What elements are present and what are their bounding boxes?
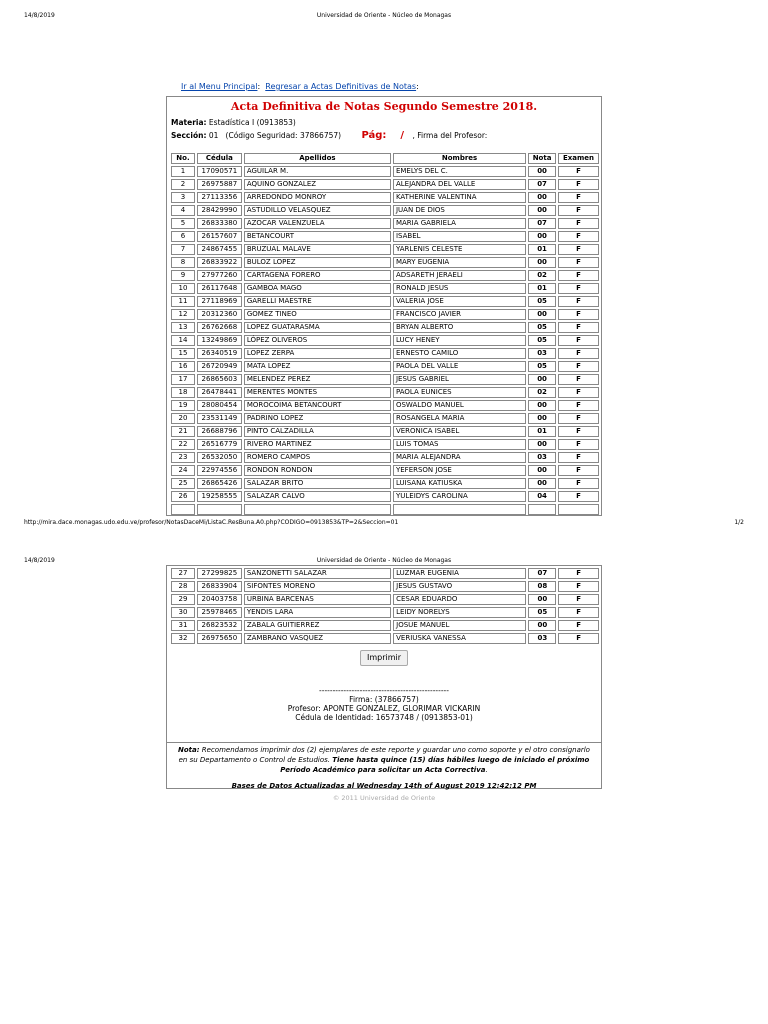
- cell-nota: 01: [528, 283, 556, 294]
- cell-examen: F: [558, 620, 599, 631]
- table-header-row: [171, 153, 599, 164]
- cell-no: 26: [171, 491, 195, 502]
- cell-apellidos: GAMBOA MAGO: [244, 283, 391, 294]
- table-row: [171, 620, 599, 631]
- cell-examen: F: [558, 581, 599, 592]
- cell-apellidos: PINTO CALZADILLA: [244, 426, 391, 437]
- table-row: [171, 413, 599, 424]
- table-row: [171, 296, 599, 307]
- table-row: [171, 231, 599, 242]
- signature-firma: Firma: (37866757): [349, 695, 419, 704]
- cell-examen: F: [558, 633, 599, 644]
- cell-nombres: KATHERINE VALENTINA: [393, 192, 526, 203]
- cell-examen: F: [558, 478, 599, 489]
- cell-apellidos: ZABALA GUITIERREZ: [244, 620, 391, 631]
- cell-nota: 03: [528, 452, 556, 463]
- cell-nombres: ROSANGELA MARIA: [393, 413, 526, 424]
- cell-apellidos: SALAZAR BRITO: [244, 478, 391, 489]
- col-nombres: Nombres: [393, 153, 526, 164]
- cell-nombres: LEIDY NORELYS: [393, 607, 526, 618]
- table-row: [171, 400, 599, 411]
- cell-no: 29: [171, 594, 195, 605]
- cell-nota: 03: [528, 348, 556, 359]
- cell-cedula: 26865426: [197, 478, 242, 489]
- cell-nombres: ALEJANDRA DEL VALLE: [393, 179, 526, 190]
- cell-cedula: 26478441: [197, 387, 242, 398]
- cell-apellidos: LÓPEZ OLIVEROS: [244, 335, 391, 346]
- cell-examen: F: [558, 166, 599, 177]
- cell-nombres: VALERIA JOSE: [393, 296, 526, 307]
- table-row: [171, 335, 599, 346]
- cell-nombres: VERONICA ISABEL: [393, 426, 526, 437]
- cell-no: 24: [171, 465, 195, 476]
- cell-apellidos: MELENDEZ PEREZ: [244, 374, 391, 385]
- table-row: [171, 322, 599, 333]
- menu-principal-link[interactable]: Ir al Menu Principal: [181, 82, 258, 91]
- cell-nota: 00: [528, 257, 556, 268]
- table-row: [171, 452, 599, 463]
- cell-no: 25: [171, 478, 195, 489]
- cell-nota: 00: [528, 374, 556, 385]
- note-text: Recomendamos imprimir dos (2) ejemplares de este reporte y guardar uno como soporte y el otro consignarlo en su Departamento o Control de Estudios.: [178, 746, 590, 764]
- seccion-line: Sección: 01 (Código Seguridad: 37866757) Pág: / , Firma del Profesor:: [171, 130, 488, 141]
- cell-nota: 00: [528, 205, 556, 216]
- table-row: [171, 244, 599, 255]
- table-row: [171, 309, 599, 320]
- cell-nombres: OSWALDO MANUEL: [393, 400, 526, 411]
- cell-examen: F: [558, 335, 599, 346]
- cell-cedula: 22974556: [197, 465, 242, 476]
- table-row: [171, 426, 599, 437]
- cell-no: 17: [171, 374, 195, 385]
- cell-nota: 00: [528, 465, 556, 476]
- col-nota: Nota: [528, 153, 556, 164]
- cell-cedula: 26975887: [197, 179, 242, 190]
- cell-examen: F: [558, 218, 599, 229]
- cell-no: 7: [171, 244, 195, 255]
- cell-nota: 05: [528, 322, 556, 333]
- grades-table: [169, 151, 601, 517]
- cell-nota: 07: [528, 179, 556, 190]
- cell-nombres: VERIUSKA VANESSA: [393, 633, 526, 644]
- note-block: Nota: Recomendamos imprimir dos (2) ejemplares de este reporte y guardar uno como soporte y el otro consignarlo en su Departamento o Control de Estudios. Tiene hasta quince (15) días hábiles luego de iniciado el próximo Período Académico para solicitar un Acta Correctiva. Bases de Datos Actualizadas al Wednesday 14th of August 2019 12:42:12 PM: [167, 742, 601, 791]
- cell-nombres: ISABEL: [393, 231, 526, 242]
- acta-title: Acta Definitiva de Notas Segundo Semestre 2018.: [230, 100, 538, 113]
- cell-examen: F: [558, 439, 599, 450]
- cell-cedula: 19258555: [197, 491, 242, 502]
- cell-no: 12: [171, 309, 195, 320]
- cell-no: 32: [171, 633, 195, 644]
- table-row: [171, 581, 599, 592]
- cell-examen: F: [558, 426, 599, 437]
- cell-no: 13: [171, 322, 195, 333]
- cell-examen: F: [558, 413, 599, 424]
- cell-cedula: 26823532: [197, 620, 242, 631]
- cell-nombres: YARLENIS CELESTE: [393, 244, 526, 255]
- cell-nombres: PAOLA EUNICES: [393, 387, 526, 398]
- cell-cedula: 27113356: [197, 192, 242, 203]
- cell-no: 15: [171, 348, 195, 359]
- cell-apellidos: RONDON RONDON: [244, 465, 391, 476]
- signature-profesor: Profesor: APONTE GONZALEZ, GLORIMAR VICKARIN: [287, 704, 481, 713]
- cell-cedula: 26117648: [197, 283, 242, 294]
- cell-nota: 00: [528, 166, 556, 177]
- cell-nombres: LUIS TOMAS: [393, 439, 526, 450]
- signature-block: [167, 686, 601, 722]
- note-label: Nota:: [178, 746, 200, 754]
- page-number: 1/2: [734, 519, 744, 526]
- print-date: 14/8/2019: [24, 557, 55, 564]
- cell-cedula: 23531149: [197, 413, 242, 424]
- cell-apellidos: RIVERO MARTINEZ: [244, 439, 391, 450]
- cell-nombres: LUZMAR EUGENIA: [393, 568, 526, 579]
- cell-apellidos: SANZONETTI SALAZAR: [244, 568, 391, 579]
- cell-apellidos: MOROCOIMA BETANCOURT: [244, 400, 391, 411]
- cell-cedula: 26975650: [197, 633, 242, 644]
- cell-nota: 03: [528, 633, 556, 644]
- cell-cedula: 17090571: [197, 166, 242, 177]
- cell-examen: F: [558, 361, 599, 372]
- cell-examen: F: [558, 205, 599, 216]
- table-row: [171, 607, 599, 618]
- cell-no: 23: [171, 452, 195, 463]
- cell-cedula: 20312360: [197, 309, 242, 320]
- cell-no: 2: [171, 179, 195, 190]
- cell-nombres: EMELYS DEL C.: [393, 166, 526, 177]
- cell-nota: 05: [528, 607, 556, 618]
- cell-no: 3: [171, 192, 195, 203]
- cell-nota: 00: [528, 594, 556, 605]
- table-row: [171, 257, 599, 268]
- table-row-blank: [171, 504, 599, 515]
- cell-examen: F: [558, 231, 599, 242]
- cell-no: 6: [171, 231, 195, 242]
- cell-nota: 00: [528, 192, 556, 203]
- cell-nombres: LUCY HENEY: [393, 335, 526, 346]
- cell-cedula: 26157607: [197, 231, 242, 242]
- cell-nombres: MARIA ALEJANDRA: [393, 452, 526, 463]
- cell-nota: 05: [528, 296, 556, 307]
- cell-apellidos: LOPEZ GUATARASMA: [244, 322, 391, 333]
- col-no: No.: [171, 153, 195, 164]
- copyright: © 2011 Universidad de Oriente: [332, 794, 436, 802]
- cell-nota: 02: [528, 270, 556, 281]
- cell-no: 14: [171, 335, 195, 346]
- cell-nombres: BRYAN ALBERTO: [393, 322, 526, 333]
- cell-examen: F: [558, 491, 599, 502]
- nav-links: Ir al Menu Principal: Regresar a Actas Definitivas de Notas:: [181, 82, 419, 91]
- cell-no: 8: [171, 257, 195, 268]
- cell-cedula: 25978465: [197, 607, 242, 618]
- cell-apellidos: GOMEZ TINEO: [244, 309, 391, 320]
- cell-nota: 00: [528, 400, 556, 411]
- cell-nombres: JESUS GUSTAVO: [393, 581, 526, 592]
- cell-examen: F: [558, 309, 599, 320]
- cell-examen: F: [558, 283, 599, 294]
- cell-examen: F: [558, 322, 599, 333]
- cell-cedula: 28429990: [197, 205, 242, 216]
- cell-cedula: 27977260: [197, 270, 242, 281]
- cell-nombres: YEFERSON JOSE: [393, 465, 526, 476]
- table-row: [171, 218, 599, 229]
- cell-cedula: 26865603: [197, 374, 242, 385]
- cell-nombres: ADSARETH JERAELI: [393, 270, 526, 281]
- cell-apellidos: PADRINO LOPEZ: [244, 413, 391, 424]
- col-examen: Examen: [558, 153, 599, 164]
- cell-apellidos: ZAMBRANO VASQUEZ: [244, 633, 391, 644]
- cell-apellidos: AGUILAR M.: [244, 166, 391, 177]
- table-row: [171, 192, 599, 203]
- imprimir-button[interactable]: Imprimir: [360, 650, 408, 666]
- cell-apellidos: CARTAGENA FORERO: [244, 270, 391, 281]
- cell-nombres: YULEIDYS CAROLINA: [393, 491, 526, 502]
- cell-examen: F: [558, 296, 599, 307]
- cell-no: 9: [171, 270, 195, 281]
- print-title: Universidad de Oriente - Núcleo de Monagas: [316, 557, 452, 564]
- cell-nota: 05: [528, 335, 556, 346]
- cell-no: 28: [171, 581, 195, 592]
- cell-nota: 00: [528, 413, 556, 424]
- cell-apellidos: ROMERO CAMPOS: [244, 452, 391, 463]
- cell-no: 5: [171, 218, 195, 229]
- cell-apellidos: YENDIS LARA: [244, 607, 391, 618]
- cell-no: 21: [171, 426, 195, 437]
- cell-cedula: 28080454: [197, 400, 242, 411]
- table-row: [171, 348, 599, 359]
- cell-nombres: PAOLA DEL VALLE: [393, 361, 526, 372]
- cell-cedula: 26833380: [197, 218, 242, 229]
- table-row: [171, 478, 599, 489]
- cell-cedula: 26833922: [197, 257, 242, 268]
- cell-apellidos: LOPEZ ZERPA: [244, 348, 391, 359]
- cell-nota: 08: [528, 581, 556, 592]
- cell-no: 10: [171, 283, 195, 294]
- cell-examen: F: [558, 244, 599, 255]
- cell-nota: 00: [528, 309, 556, 320]
- cell-nota: 02: [528, 387, 556, 398]
- cell-cedula: 26340519: [197, 348, 242, 359]
- cell-apellidos: BRUZUAL MALAVE: [244, 244, 391, 255]
- materia-line: Materia: Estadística I (0913853): [171, 118, 296, 127]
- cell-apellidos: BULOZ LOPEZ: [244, 257, 391, 268]
- cell-examen: F: [558, 257, 599, 268]
- cell-no: 16: [171, 361, 195, 372]
- cell-no: 1: [171, 166, 195, 177]
- col-apellidos: Apellidos: [244, 153, 391, 164]
- cell-nombres: FRANCISCO JAVIER: [393, 309, 526, 320]
- cell-examen: F: [558, 568, 599, 579]
- cell-apellidos: MATA LOPEZ: [244, 361, 391, 372]
- cell-cedula: 27118969: [197, 296, 242, 307]
- cell-examen: F: [558, 594, 599, 605]
- table-row: [171, 361, 599, 372]
- cell-cedula: 26688796: [197, 426, 242, 437]
- cell-nombres: MARY EUGENIA: [393, 257, 526, 268]
- acta-panel: [166, 96, 602, 516]
- cell-nota: 07: [528, 568, 556, 579]
- cell-nombres: ERNESTO CAMILO: [393, 348, 526, 359]
- cell-examen: F: [558, 270, 599, 281]
- signature-cedula: Cédula de Identidad: 16573748 / (0913853-01): [295, 713, 473, 722]
- cell-no: 11: [171, 296, 195, 307]
- grades-table-continued: [169, 566, 601, 646]
- cell-cedula: 24867455: [197, 244, 242, 255]
- cell-apellidos: SIFONTES MORENO: [244, 581, 391, 592]
- table-row: [171, 465, 599, 476]
- note-deadline: Tiene hasta quince (15) días hábiles luego de iniciado el próximo Período Académico para solicitar un Acta Correctiva: [280, 756, 590, 774]
- col-cedula: Cédula: [197, 153, 242, 164]
- cell-nota: 00: [528, 478, 556, 489]
- cell-apellidos: URBINA BARCENAS: [244, 594, 391, 605]
- cell-examen: F: [558, 465, 599, 476]
- cell-nombres: MARIA GABRIELA: [393, 218, 526, 229]
- cell-cedula: 26762668: [197, 322, 242, 333]
- cell-nombres: JUAN DE DIOS: [393, 205, 526, 216]
- cell-examen: F: [558, 348, 599, 359]
- materia-value: Estadística I (0913853): [208, 118, 296, 127]
- cell-apellidos: MERENTES MONTES: [244, 387, 391, 398]
- cell-apellidos: AZOCAR VALENZUELA: [244, 218, 391, 229]
- seccion-value: 01: [208, 131, 219, 140]
- cell-examen: F: [558, 400, 599, 411]
- firma-profesor-label: , Firma del Profesor:: [412, 131, 488, 140]
- db-updated: Bases de Datos Actualizadas al Wednesday 14th of August 2019 12:42:12 PM: [231, 782, 537, 790]
- print-url: http://mira.dace.monagas.udo.edu.ve/profesor/NotasDaceMi/ListaC.ResBuna.A0.php?CODIGO=0913853&TP=2&Seccion=01: [24, 519, 399, 526]
- cell-no: 4: [171, 205, 195, 216]
- cell-nota: 00: [528, 620, 556, 631]
- cell-nota: 00: [528, 439, 556, 450]
- cell-cedula: 26833904: [197, 581, 242, 592]
- table-row: [171, 387, 599, 398]
- cell-cedula: 26720949: [197, 361, 242, 372]
- cell-no: 22: [171, 439, 195, 450]
- print-title: Universidad de Oriente - Núcleo de Monagas: [316, 12, 452, 19]
- cell-examen: F: [558, 192, 599, 203]
- cell-apellidos: ARREDONDO MONROY: [244, 192, 391, 203]
- cell-nombres: JESUS GABRIEL: [393, 374, 526, 385]
- table-row: [171, 633, 599, 644]
- cell-no: 20: [171, 413, 195, 424]
- regresar-link[interactable]: Regresar a Actas Definitivas de Notas: [265, 82, 417, 91]
- table-row: [171, 166, 599, 177]
- cell-cedula: 26532050: [197, 452, 242, 463]
- pag-value: /: [400, 130, 405, 141]
- pag-label: Pág:: [361, 130, 387, 141]
- cell-no: 31: [171, 620, 195, 631]
- cell-apellidos: BETANCOURT: [244, 231, 391, 242]
- cell-nota: 07: [528, 218, 556, 229]
- cell-no: 30: [171, 607, 195, 618]
- cell-apellidos: ASTUDILLO VELASQUEZ: [244, 205, 391, 216]
- cell-cedula: 26516779: [197, 439, 242, 450]
- cell-examen: F: [558, 607, 599, 618]
- table-row: [171, 270, 599, 281]
- table-row: [171, 568, 599, 579]
- cell-nota: 04: [528, 491, 556, 502]
- print-header: [0, 10, 768, 24]
- cell-no: 19: [171, 400, 195, 411]
- cell-cedula: 13249869: [197, 335, 242, 346]
- cell-nota: 01: [528, 426, 556, 437]
- cell-examen: F: [558, 387, 599, 398]
- cell-examen: F: [558, 179, 599, 190]
- cell-cedula: 20403758: [197, 594, 242, 605]
- table-row: [171, 594, 599, 605]
- cell-examen: F: [558, 452, 599, 463]
- cell-no: 27: [171, 568, 195, 579]
- cell-nota: 05: [528, 361, 556, 372]
- cell-examen: F: [558, 374, 599, 385]
- table-row: [171, 205, 599, 216]
- cell-nombres: JOSUE MANUEL: [393, 620, 526, 631]
- table-row: [171, 374, 599, 385]
- table-row: [171, 439, 599, 450]
- print-date: 14/8/2019: [24, 12, 55, 19]
- signature-line: ------------------------------------------------: [319, 686, 449, 695]
- cell-nota: 00: [528, 231, 556, 242]
- cell-apellidos: GARELLI MAESTRE: [244, 296, 391, 307]
- codigo-seguridad: (Código Seguridad: 37866757): [225, 131, 342, 140]
- cell-nombres: LUISANA KATIUSKA: [393, 478, 526, 489]
- cell-apellidos: AQUINO GONZALEZ: [244, 179, 391, 190]
- cell-nombres: CESAR EDUARDO: [393, 594, 526, 605]
- table-row: [171, 179, 599, 190]
- table-row: [171, 491, 599, 502]
- acta-panel-continued: [166, 565, 602, 789]
- cell-cedula: 27299825: [197, 568, 242, 579]
- cell-nombres: RONALD JESUS: [393, 283, 526, 294]
- table-row: [171, 283, 599, 294]
- cell-nota: 01: [528, 244, 556, 255]
- cell-apellidos: SALAZAR CALVO: [244, 491, 391, 502]
- cell-no: 18: [171, 387, 195, 398]
